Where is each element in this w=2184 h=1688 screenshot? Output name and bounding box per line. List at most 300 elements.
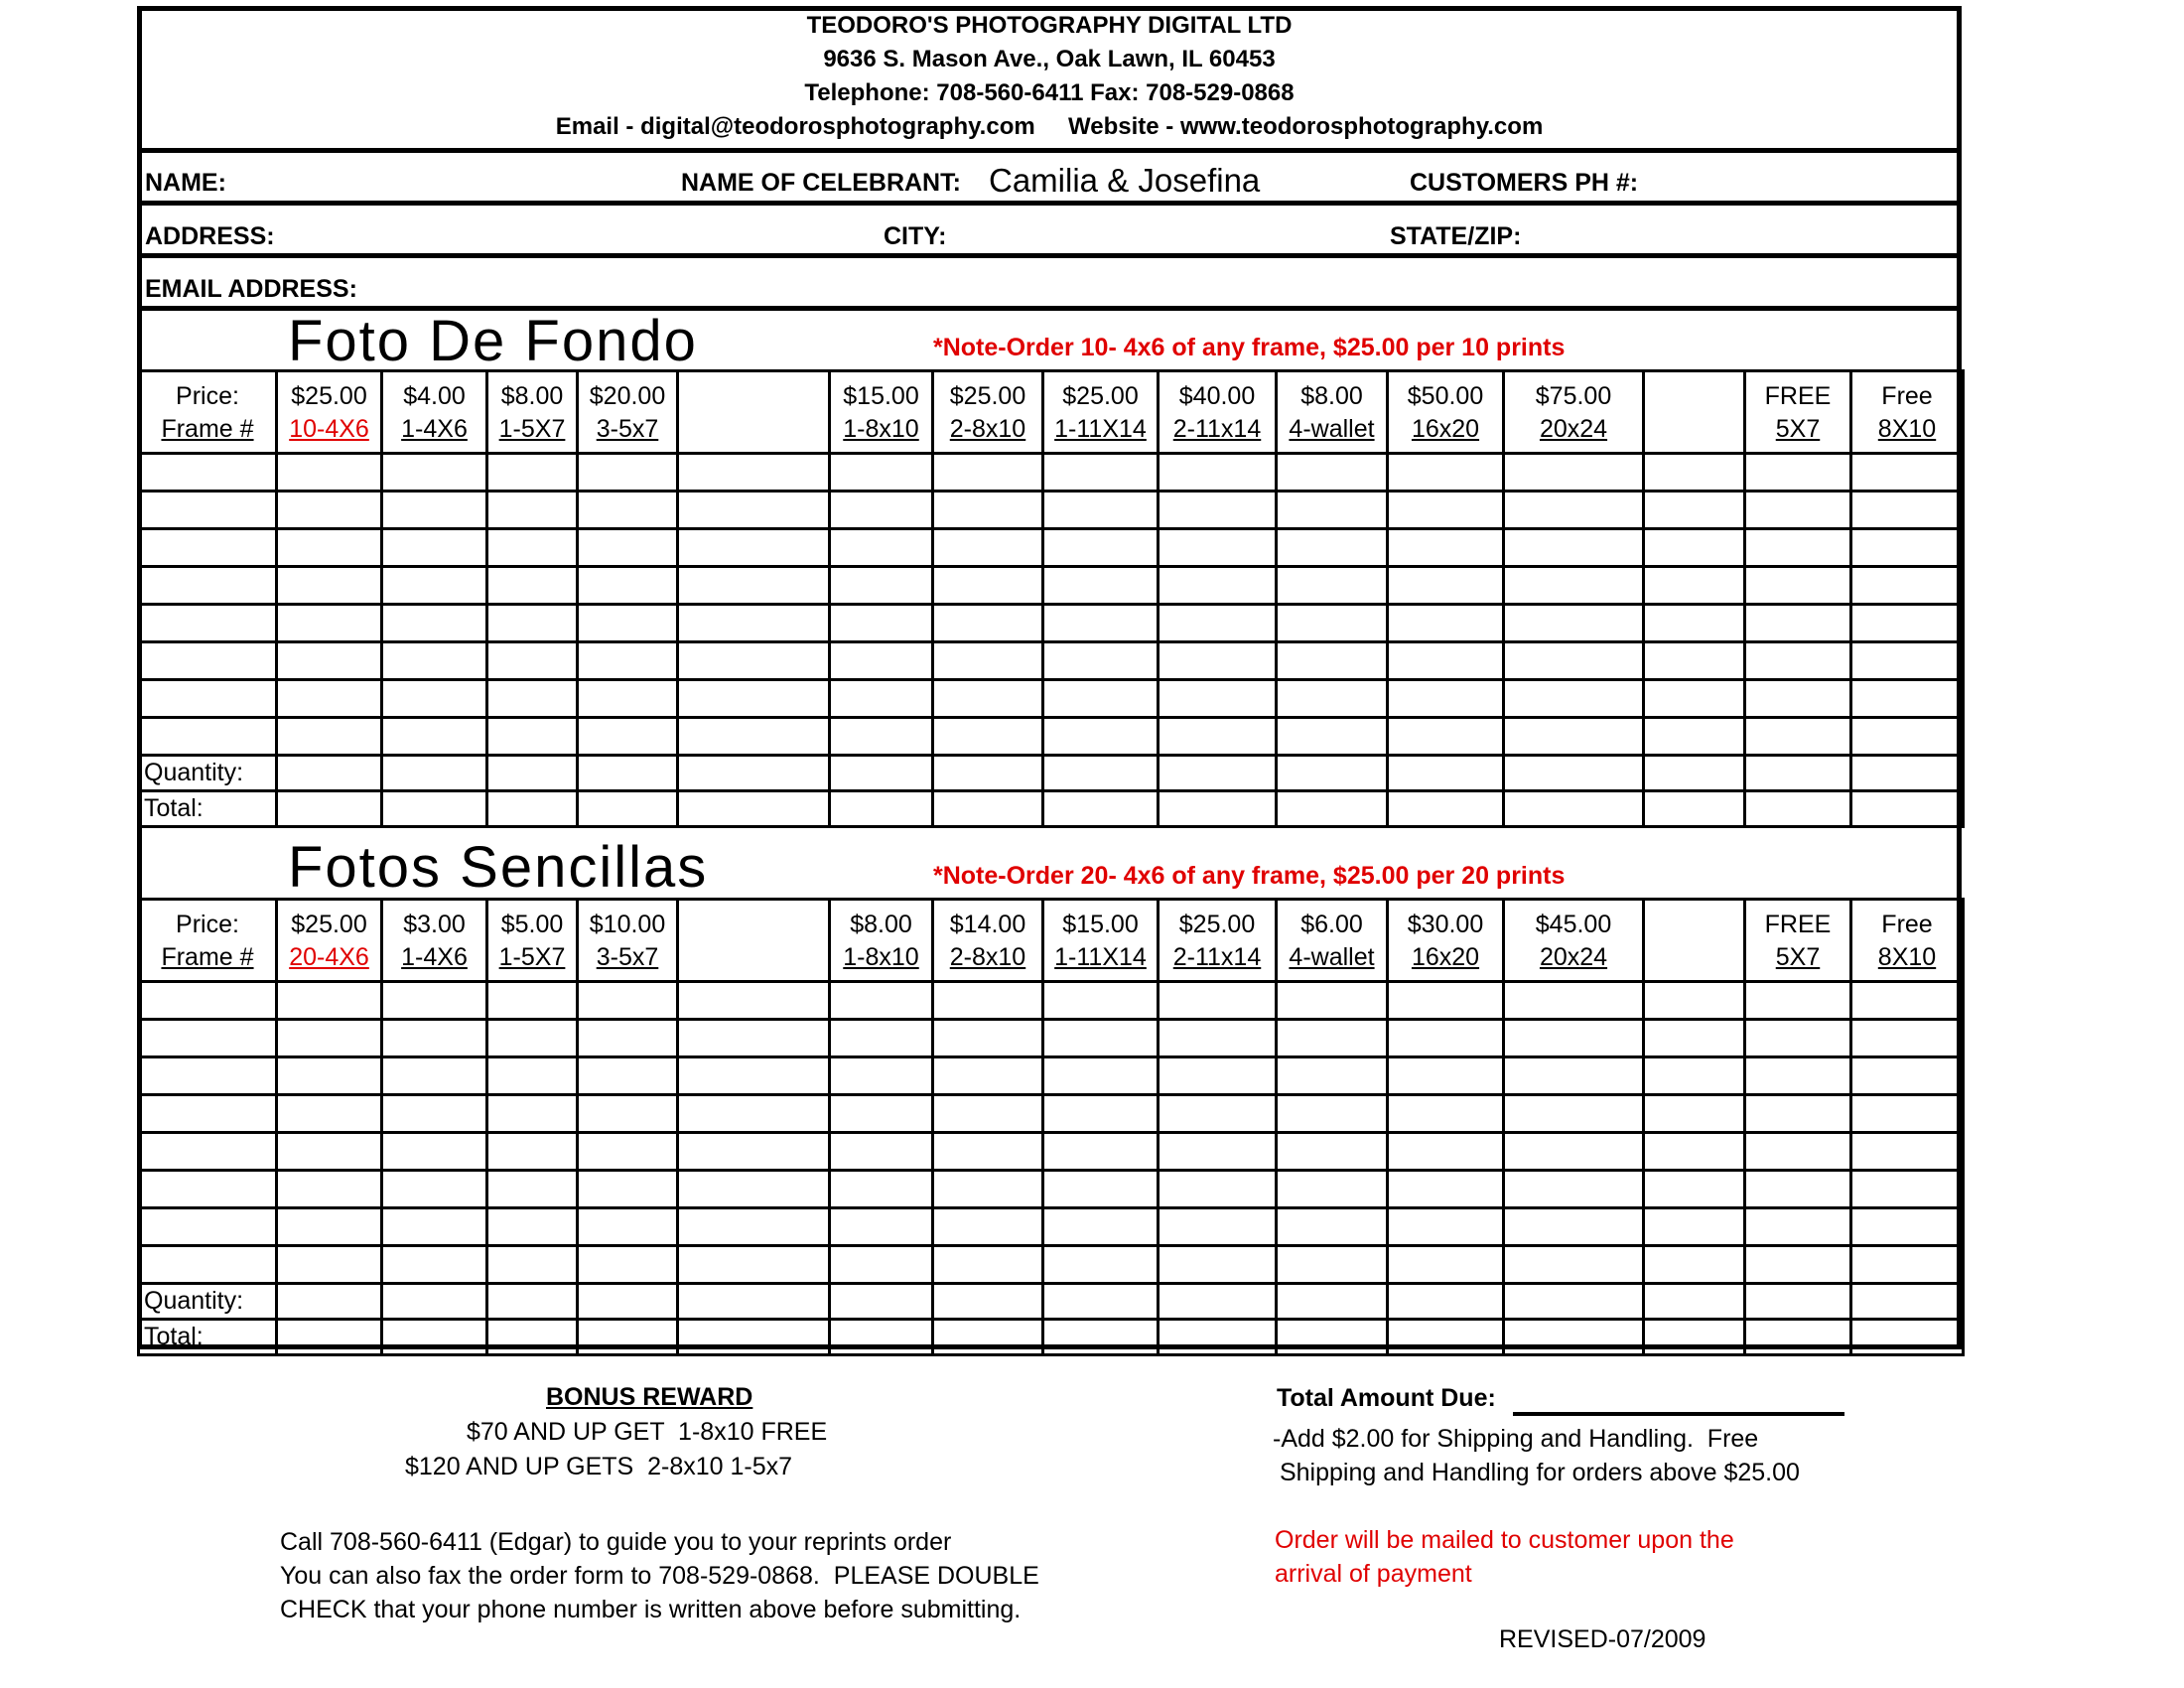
entry-cell[interactable] [1504, 1246, 1644, 1284]
entry-cell[interactable] [678, 567, 830, 605]
quantity-cell[interactable] [578, 1284, 678, 1320]
quantity-cell[interactable] [1745, 1284, 1851, 1320]
entry-cell[interactable] [1277, 680, 1388, 718]
quantity-cell[interactable] [382, 756, 487, 791]
entry-cell[interactable] [1388, 982, 1504, 1020]
entry-cell[interactable] [1644, 642, 1745, 680]
entry-cell[interactable] [1277, 1246, 1388, 1284]
entry-cell[interactable] [830, 680, 933, 718]
entry-cell[interactable] [1388, 605, 1504, 642]
entry-cell[interactable] [933, 1208, 1043, 1246]
entry-cell[interactable] [1504, 605, 1644, 642]
entry-cell[interactable] [1504, 1020, 1644, 1057]
entry-cell[interactable] [487, 718, 578, 756]
quantity-cell[interactable] [1644, 756, 1745, 791]
entry-cell[interactable] [1388, 642, 1504, 680]
entry-cell[interactable] [1745, 680, 1851, 718]
entry-cell[interactable] [578, 718, 678, 756]
entry-cell[interactable] [1159, 1171, 1277, 1208]
entry-cell[interactable] [1043, 1246, 1159, 1284]
entry-cell[interactable] [678, 1095, 830, 1133]
entry-cell[interactable] [678, 605, 830, 642]
entry-cell[interactable] [1644, 680, 1745, 718]
quantity-cell[interactable] [830, 1284, 933, 1320]
entry-cell[interactable] [1504, 529, 1644, 567]
entry-cell[interactable] [1745, 642, 1851, 680]
entry-cell[interactable] [277, 529, 382, 567]
entry-cell[interactable] [382, 1208, 487, 1246]
entry-cell[interactable] [678, 1133, 830, 1171]
entry-cell[interactable] [933, 1171, 1043, 1208]
entry-cell[interactable] [1851, 492, 1964, 529]
entry-cell[interactable] [382, 529, 487, 567]
entry-cell[interactable] [487, 1057, 578, 1095]
entry-cell[interactable] [1043, 1133, 1159, 1171]
quantity-cell[interactable] [1851, 756, 1964, 791]
total-amount-due-line[interactable] [1513, 1412, 1844, 1416]
entry-cell[interactable] [1277, 1133, 1388, 1171]
entry-cell[interactable] [1043, 642, 1159, 680]
entry-cell[interactable] [277, 1246, 382, 1284]
entry-cell[interactable] [1745, 1246, 1851, 1284]
entry-cell[interactable] [1644, 1171, 1745, 1208]
entry-cell[interactable] [830, 642, 933, 680]
entry-cell[interactable] [678, 1246, 830, 1284]
entry-cell[interactable] [678, 1208, 830, 1246]
total-cell[interactable] [1388, 1320, 1504, 1355]
entry-cell[interactable] [1745, 1095, 1851, 1133]
entry-cell[interactable] [1159, 718, 1277, 756]
entry-cell[interactable] [1388, 567, 1504, 605]
entry-cell[interactable] [1504, 680, 1644, 718]
entry-cell[interactable] [1644, 718, 1745, 756]
entry-cell[interactable] [1745, 529, 1851, 567]
entry-cell[interactable] [830, 1208, 933, 1246]
entry-cell[interactable] [1644, 529, 1745, 567]
entry-cell[interactable] [277, 1171, 382, 1208]
entry-cell[interactable] [487, 492, 578, 529]
entry-cell[interactable] [1745, 454, 1851, 492]
entry-cell[interactable] [1851, 605, 1964, 642]
quantity-cell[interactable] [678, 756, 830, 791]
entry-cell[interactable] [1851, 718, 1964, 756]
entry-cell[interactable] [1388, 1208, 1504, 1246]
total-cell[interactable] [487, 791, 578, 827]
entry-cell[interactable] [277, 1020, 382, 1057]
entry-cell[interactable] [1504, 1095, 1644, 1133]
entry-cell[interactable] [139, 529, 277, 567]
total-cell[interactable] [1043, 791, 1159, 827]
total-cell[interactable] [1159, 1320, 1277, 1355]
quantity-cell[interactable] [1388, 756, 1504, 791]
entry-cell[interactable] [830, 1057, 933, 1095]
entry-cell[interactable] [1388, 1171, 1504, 1208]
quantity-cell[interactable] [678, 1284, 830, 1320]
quantity-cell[interactable] [1277, 756, 1388, 791]
total-cell[interactable] [830, 791, 933, 827]
entry-cell[interactable] [1851, 1246, 1964, 1284]
entry-cell[interactable] [382, 1246, 487, 1284]
entry-cell[interactable] [277, 567, 382, 605]
entry-cell[interactable] [1159, 492, 1277, 529]
entry-cell[interactable] [678, 1020, 830, 1057]
entry-cell[interactable] [933, 1133, 1043, 1171]
entry-cell[interactable] [1504, 718, 1644, 756]
quantity-cell[interactable] [277, 756, 382, 791]
entry-cell[interactable] [1644, 1208, 1745, 1246]
entry-cell[interactable] [1043, 680, 1159, 718]
entry-cell[interactable] [830, 1133, 933, 1171]
entry-cell[interactable] [1745, 1057, 1851, 1095]
entry-cell[interactable] [1644, 492, 1745, 529]
entry-cell[interactable] [830, 1020, 933, 1057]
entry-cell[interactable] [1043, 454, 1159, 492]
total-cell[interactable] [1043, 1320, 1159, 1355]
entry-cell[interactable] [830, 567, 933, 605]
entry-cell[interactable] [830, 492, 933, 529]
entry-cell[interactable] [1159, 1208, 1277, 1246]
entry-cell[interactable] [139, 605, 277, 642]
entry-cell[interactable] [830, 1095, 933, 1133]
entry-cell[interactable] [139, 1020, 277, 1057]
entry-cell[interactable] [487, 1020, 578, 1057]
entry-cell[interactable] [678, 982, 830, 1020]
entry-cell[interactable] [487, 642, 578, 680]
quantity-cell[interactable] [1851, 1284, 1964, 1320]
entry-cell[interactable] [1388, 1095, 1504, 1133]
entry-cell[interactable] [1851, 454, 1964, 492]
entry-cell[interactable] [830, 605, 933, 642]
entry-cell[interactable] [487, 454, 578, 492]
entry-cell[interactable] [1388, 718, 1504, 756]
entry-cell[interactable] [1851, 1020, 1964, 1057]
total-cell[interactable] [578, 791, 678, 827]
entry-cell[interactable] [1504, 492, 1644, 529]
entry-cell[interactable] [1644, 454, 1745, 492]
entry-cell[interactable] [1159, 1246, 1277, 1284]
entry-cell[interactable] [1043, 982, 1159, 1020]
entry-cell[interactable] [933, 1246, 1043, 1284]
entry-cell[interactable] [139, 1095, 277, 1133]
entry-cell[interactable] [830, 1171, 933, 1208]
entry-cell[interactable] [277, 1095, 382, 1133]
entry-cell[interactable] [1644, 1133, 1745, 1171]
entry-cell[interactable] [678, 1057, 830, 1095]
entry-cell[interactable] [382, 605, 487, 642]
entry-cell[interactable] [1504, 1057, 1644, 1095]
entry-cell[interactable] [1644, 1020, 1745, 1057]
entry-cell[interactable] [1851, 529, 1964, 567]
entry-cell[interactable] [678, 642, 830, 680]
entry-cell[interactable] [487, 529, 578, 567]
entry-cell[interactable] [1388, 1020, 1504, 1057]
quantity-cell[interactable] [933, 756, 1043, 791]
entry-cell[interactable] [487, 1246, 578, 1284]
total-cell[interactable] [1644, 1320, 1745, 1355]
entry-cell[interactable] [1644, 982, 1745, 1020]
total-cell[interactable] [1504, 1320, 1644, 1355]
entry-cell[interactable] [1851, 1208, 1964, 1246]
entry-cell[interactable] [382, 642, 487, 680]
entry-cell[interactable] [1043, 1095, 1159, 1133]
entry-cell[interactable] [1043, 605, 1159, 642]
entry-cell[interactable] [277, 718, 382, 756]
entry-cell[interactable] [487, 1171, 578, 1208]
entry-cell[interactable] [1851, 1057, 1964, 1095]
total-cell[interactable] [1504, 791, 1644, 827]
entry-cell[interactable] [139, 1246, 277, 1284]
quantity-cell[interactable] [1277, 1284, 1388, 1320]
entry-cell[interactable] [1159, 680, 1277, 718]
entry-cell[interactable] [578, 454, 678, 492]
entry-cell[interactable] [1277, 1171, 1388, 1208]
quantity-cell[interactable] [1043, 1284, 1159, 1320]
quantity-cell[interactable] [1159, 756, 1277, 791]
entry-cell[interactable] [1644, 605, 1745, 642]
entry-cell[interactable] [830, 1246, 933, 1284]
entry-cell[interactable] [578, 1133, 678, 1171]
total-cell[interactable] [277, 791, 382, 827]
total-cell[interactable] [1851, 1320, 1964, 1355]
entry-cell[interactable] [139, 454, 277, 492]
total-cell[interactable] [578, 1320, 678, 1355]
entry-cell[interactable] [382, 454, 487, 492]
entry-cell[interactable] [139, 1133, 277, 1171]
entry-cell[interactable] [277, 982, 382, 1020]
entry-cell[interactable] [933, 567, 1043, 605]
entry-cell[interactable] [277, 492, 382, 529]
entry-cell[interactable] [1504, 1133, 1644, 1171]
quantity-cell[interactable] [1159, 1284, 1277, 1320]
quantity-cell[interactable] [1644, 1284, 1745, 1320]
entry-cell[interactable] [578, 1057, 678, 1095]
quantity-cell[interactable] [1745, 756, 1851, 791]
celebrant-value[interactable]: Camilia & Josefina [989, 162, 1261, 199]
entry-cell[interactable] [933, 1020, 1043, 1057]
entry-cell[interactable] [382, 1133, 487, 1171]
entry-cell[interactable] [578, 1208, 678, 1246]
entry-cell[interactable] [1043, 1171, 1159, 1208]
entry-cell[interactable] [1504, 1208, 1644, 1246]
entry-cell[interactable] [1851, 982, 1964, 1020]
entry-cell[interactable] [1388, 454, 1504, 492]
entry-cell[interactable] [830, 982, 933, 1020]
quantity-cell[interactable] [277, 1284, 382, 1320]
entry-cell[interactable] [487, 1208, 578, 1246]
entry-cell[interactable] [1745, 492, 1851, 529]
entry-cell[interactable] [1159, 454, 1277, 492]
entry-cell[interactable] [578, 1095, 678, 1133]
quantity-cell[interactable] [1388, 1284, 1504, 1320]
entry-cell[interactable] [382, 1057, 487, 1095]
entry-cell[interactable] [382, 1020, 487, 1057]
entry-cell[interactable] [933, 982, 1043, 1020]
entry-cell[interactable] [678, 454, 830, 492]
entry-cell[interactable] [1745, 567, 1851, 605]
entry-cell[interactable] [1277, 567, 1388, 605]
quantity-cell[interactable] [487, 1284, 578, 1320]
entry-cell[interactable] [1277, 642, 1388, 680]
entry-cell[interactable] [1388, 680, 1504, 718]
entry-cell[interactable] [678, 680, 830, 718]
total-cell[interactable] [1851, 791, 1964, 827]
entry-cell[interactable] [1277, 1208, 1388, 1246]
total-cell[interactable] [1388, 791, 1504, 827]
entry-cell[interactable] [1043, 1208, 1159, 1246]
total-cell[interactable] [678, 791, 830, 827]
entry-cell[interactable] [1388, 1057, 1504, 1095]
entry-cell[interactable] [1504, 642, 1644, 680]
entry-cell[interactable] [277, 680, 382, 718]
entry-cell[interactable] [277, 1057, 382, 1095]
entry-cell[interactable] [1745, 605, 1851, 642]
entry-cell[interactable] [1851, 1095, 1964, 1133]
entry-cell[interactable] [1745, 1171, 1851, 1208]
quantity-cell[interactable] [1504, 756, 1644, 791]
entry-cell[interactable] [1277, 492, 1388, 529]
total-cell[interactable] [678, 1320, 830, 1355]
entry-cell[interactable] [1388, 492, 1504, 529]
quantity-cell[interactable] [487, 756, 578, 791]
entry-cell[interactable] [578, 642, 678, 680]
entry-cell[interactable] [277, 642, 382, 680]
entry-cell[interactable] [277, 605, 382, 642]
entry-cell[interactable] [1851, 567, 1964, 605]
entry-cell[interactable] [487, 567, 578, 605]
entry-cell[interactable] [933, 1057, 1043, 1095]
entry-cell[interactable] [1644, 1095, 1745, 1133]
total-cell[interactable] [277, 1320, 382, 1355]
entry-cell[interactable] [1388, 529, 1504, 567]
entry-cell[interactable] [1277, 982, 1388, 1020]
entry-cell[interactable] [1644, 1246, 1745, 1284]
entry-cell[interactable] [1745, 1208, 1851, 1246]
total-cell[interactable] [933, 791, 1043, 827]
entry-cell[interactable] [1159, 642, 1277, 680]
entry-cell[interactable] [578, 1020, 678, 1057]
entry-cell[interactable] [1745, 1133, 1851, 1171]
entry-cell[interactable] [933, 529, 1043, 567]
total-cell[interactable] [933, 1320, 1043, 1355]
entry-cell[interactable] [933, 492, 1043, 529]
entry-cell[interactable] [487, 680, 578, 718]
entry-cell[interactable] [1277, 1020, 1388, 1057]
entry-cell[interactable] [933, 605, 1043, 642]
entry-cell[interactable] [139, 982, 277, 1020]
entry-cell[interactable] [139, 567, 277, 605]
entry-cell[interactable] [487, 1095, 578, 1133]
total-cell[interactable] [487, 1320, 578, 1355]
entry-cell[interactable] [1159, 982, 1277, 1020]
entry-cell[interactable] [487, 605, 578, 642]
entry-cell[interactable] [1504, 982, 1644, 1020]
entry-cell[interactable] [382, 718, 487, 756]
entry-cell[interactable] [1277, 1095, 1388, 1133]
entry-cell[interactable] [382, 492, 487, 529]
entry-cell[interactable] [1159, 529, 1277, 567]
total-cell[interactable] [382, 791, 487, 827]
entry-cell[interactable] [578, 492, 678, 529]
entry-cell[interactable] [277, 1208, 382, 1246]
quantity-cell[interactable] [382, 1284, 487, 1320]
entry-cell[interactable] [1043, 1057, 1159, 1095]
entry-cell[interactable] [578, 529, 678, 567]
entry-cell[interactable] [1277, 529, 1388, 567]
quantity-cell[interactable] [1043, 756, 1159, 791]
entry-cell[interactable] [578, 1171, 678, 1208]
entry-cell[interactable] [139, 1208, 277, 1246]
total-cell[interactable] [1745, 791, 1851, 827]
entry-cell[interactable] [1851, 642, 1964, 680]
entry-cell[interactable] [277, 454, 382, 492]
entry-cell[interactable] [1277, 605, 1388, 642]
entry-cell[interactable] [678, 492, 830, 529]
entry-cell[interactable] [1277, 718, 1388, 756]
entry-cell[interactable] [1043, 492, 1159, 529]
entry-cell[interactable] [933, 680, 1043, 718]
entry-cell[interactable] [830, 718, 933, 756]
entry-cell[interactable] [678, 1171, 830, 1208]
entry-cell[interactable] [139, 680, 277, 718]
entry-cell[interactable] [1159, 567, 1277, 605]
entry-cell[interactable] [578, 567, 678, 605]
entry-cell[interactable] [578, 982, 678, 1020]
entry-cell[interactable] [487, 982, 578, 1020]
entry-cell[interactable] [139, 1171, 277, 1208]
entry-cell[interactable] [1745, 718, 1851, 756]
entry-cell[interactable] [830, 454, 933, 492]
entry-cell[interactable] [139, 1057, 277, 1095]
entry-cell[interactable] [139, 492, 277, 529]
entry-cell[interactable] [1159, 1133, 1277, 1171]
entry-cell[interactable] [1159, 1095, 1277, 1133]
entry-cell[interactable] [933, 454, 1043, 492]
entry-cell[interactable] [578, 605, 678, 642]
entry-cell[interactable] [933, 718, 1043, 756]
entry-cell[interactable] [1504, 1171, 1644, 1208]
entry-cell[interactable] [1388, 1133, 1504, 1171]
entry-cell[interactable] [1159, 605, 1277, 642]
entry-cell[interactable] [139, 718, 277, 756]
total-cell[interactable] [1277, 791, 1388, 827]
entry-cell[interactable] [382, 1171, 487, 1208]
entry-cell[interactable] [1159, 1020, 1277, 1057]
entry-cell[interactable] [678, 529, 830, 567]
entry-cell[interactable] [139, 642, 277, 680]
entry-cell[interactable] [382, 1095, 487, 1133]
entry-cell[interactable] [678, 718, 830, 756]
entry-cell[interactable] [1504, 567, 1644, 605]
entry-cell[interactable] [1388, 1246, 1504, 1284]
entry-cell[interactable] [277, 1133, 382, 1171]
entry-cell[interactable] [933, 642, 1043, 680]
quantity-cell[interactable] [933, 1284, 1043, 1320]
total-cell[interactable] [1277, 1320, 1388, 1355]
entry-cell[interactable] [1159, 1057, 1277, 1095]
entry-cell[interactable] [1644, 1057, 1745, 1095]
quantity-cell[interactable] [1504, 1284, 1644, 1320]
entry-cell[interactable] [382, 982, 487, 1020]
entry-cell[interactable] [830, 529, 933, 567]
entry-cell[interactable] [382, 567, 487, 605]
entry-cell[interactable] [578, 1246, 678, 1284]
entry-cell[interactable] [578, 680, 678, 718]
entry-cell[interactable] [1851, 1133, 1964, 1171]
total-cell[interactable] [1644, 791, 1745, 827]
entry-cell[interactable] [382, 680, 487, 718]
entry-cell[interactable] [1851, 1171, 1964, 1208]
entry-cell[interactable] [1277, 454, 1388, 492]
